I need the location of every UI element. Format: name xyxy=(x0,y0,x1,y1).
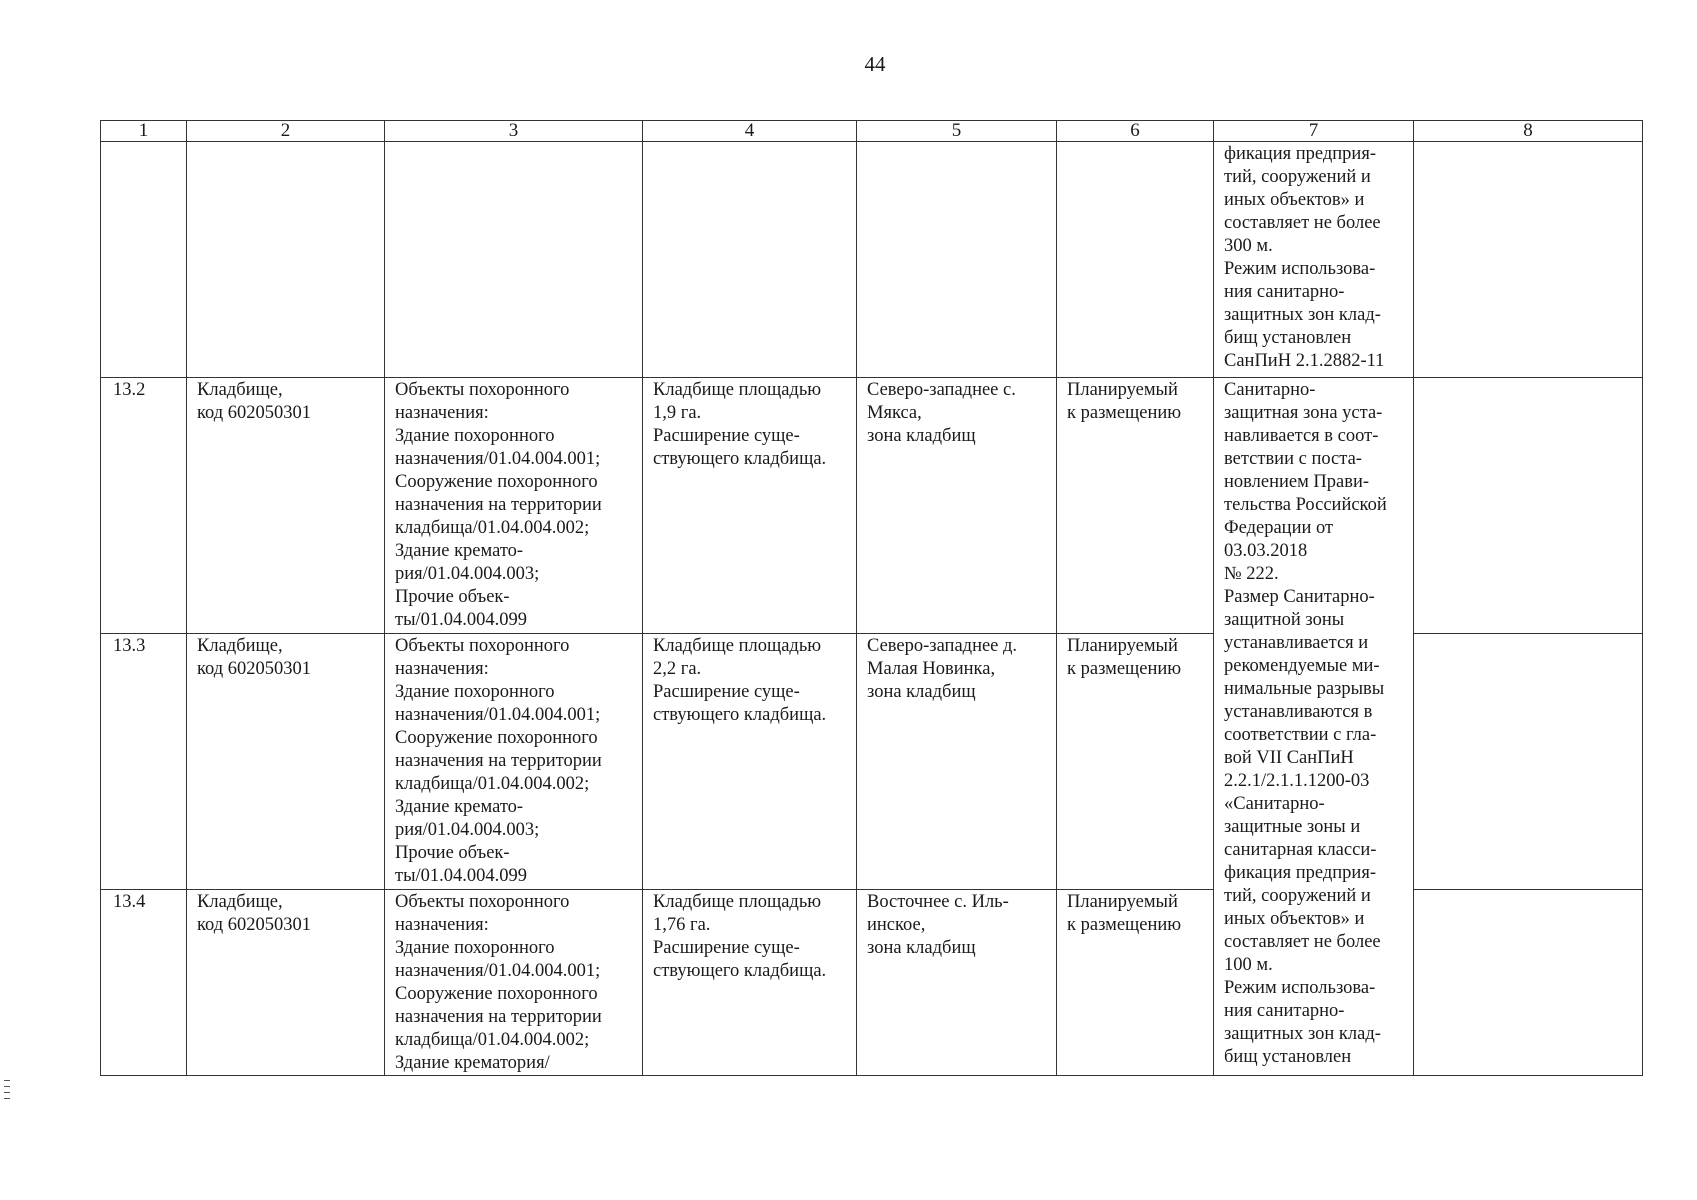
row-number-cell xyxy=(101,142,187,378)
location-cell: Восточнее с. Иль- инское, зона кладбищ xyxy=(857,890,1057,1076)
column-header: 6 xyxy=(1057,121,1214,142)
object-name-cell: Кладбище, код 602050301 xyxy=(187,890,385,1076)
location-cell xyxy=(857,142,1057,378)
row-number-cell: 13.4 xyxy=(101,890,187,1076)
status-cell: Планируемый к размещению xyxy=(1057,634,1214,890)
row-number-cell: 13.3 xyxy=(101,634,187,890)
status-cell xyxy=(1057,142,1214,378)
object-name-cell: Кладбище, код 602050301 xyxy=(187,634,385,890)
object-name-cell xyxy=(187,142,385,378)
location-cell: Северо-западнее д. Малая Новинка, зона кладбищ xyxy=(857,634,1057,890)
page-number: 44 xyxy=(864,52,886,76)
note-cell xyxy=(1414,142,1643,378)
table-row xyxy=(101,378,1643,634)
note-cell xyxy=(1414,378,1643,634)
area-cell: Кладбище площадью 2,2 га. Расширение суще- ствующего кладбища. xyxy=(643,634,857,890)
objects-cell: Объекты похоронного назначения: Здание похоронного назначения/01.04.004.001; Сооружение похоронного назначения на территории кладбища/01.04.004.002; Здание кремато- рия/01.04.004.003; Прочие объек- ты/01.04.004.099 xyxy=(385,378,643,634)
column-header: 8 xyxy=(1414,121,1643,142)
column-header: 2 xyxy=(187,121,385,142)
column-header: 7 xyxy=(1214,121,1414,142)
table-header-row xyxy=(101,121,1643,142)
object-name-cell: Кладбище, код 602050301 xyxy=(187,378,385,634)
location-cell: Северо-западнее с. Мякса, зона кладбищ xyxy=(857,378,1057,634)
objects-cell: Объекты похоронного назначения: Здание похоронного назначения/01.04.004.001; Сооружение похоронного назначения на территории кладбища/01.04.004.002; Здание кремато- рия/01.04.004.003; Прочие объек- ты/01.04.004.099 xyxy=(385,634,643,890)
column-header: 3 xyxy=(385,121,643,142)
objects-cell: Объекты похоронного назначения: Здание похоронного назначения/01.04.004.001; Сооружение похоронного назначения на территории кладбища/01.04.004.002; Здание крематория/ xyxy=(385,890,643,1076)
area-cell: Кладбище площадью 1,9 га. Расширение суще- ствующего кладбища. xyxy=(643,378,857,634)
cemetery-table xyxy=(100,120,1643,1076)
scan-edge-marks xyxy=(4,1080,10,1104)
area-cell xyxy=(643,142,857,378)
column-header: 5 xyxy=(857,121,1057,142)
note-cell xyxy=(1414,634,1643,890)
table-row xyxy=(101,142,1643,378)
status-cell: Планируемый к размещению xyxy=(1057,378,1214,634)
column-header: 4 xyxy=(643,121,857,142)
objects-cell xyxy=(385,142,643,378)
note-cell xyxy=(1414,890,1643,1076)
area-cell: Кладбище площадью 1,76 га. Расширение суще- ствующего кладбища. xyxy=(643,890,857,1076)
zone-cell: фикация предприя- тий, сооружений и иных объектов» и составляет не более 300 м. Режим использова- ния санитарно- защитных зон клад- бищ установлен СанПиН 2.1.2882-11 xyxy=(1214,142,1414,378)
row-number-cell: 13.2 xyxy=(101,378,187,634)
status-cell: Планируемый к размещению xyxy=(1057,890,1214,1076)
column-header: 1 xyxy=(101,121,187,142)
merged-zone-cell: Санитарно- защитная зона уста- навливается в соот- ветствии с поста- новлением Прави- тельства Российской Федерации от 03.03.2018 № 222. Размер Санитарно- защитной зоны устанавливается и рекомендуемые ми- нимальные разрывы устанавливаются в соответствии с гла- вой VII СанПиН 2.2.1/2.1.1.1200-03 «Санитарно- защитные зоны и санитарная класси- фикация предприя- тий, сооружений и иных объектов» и составляет не более 100 м. Режим использова- ния санитарно- защитных зон клад- бищ установлен xyxy=(1214,378,1414,1076)
